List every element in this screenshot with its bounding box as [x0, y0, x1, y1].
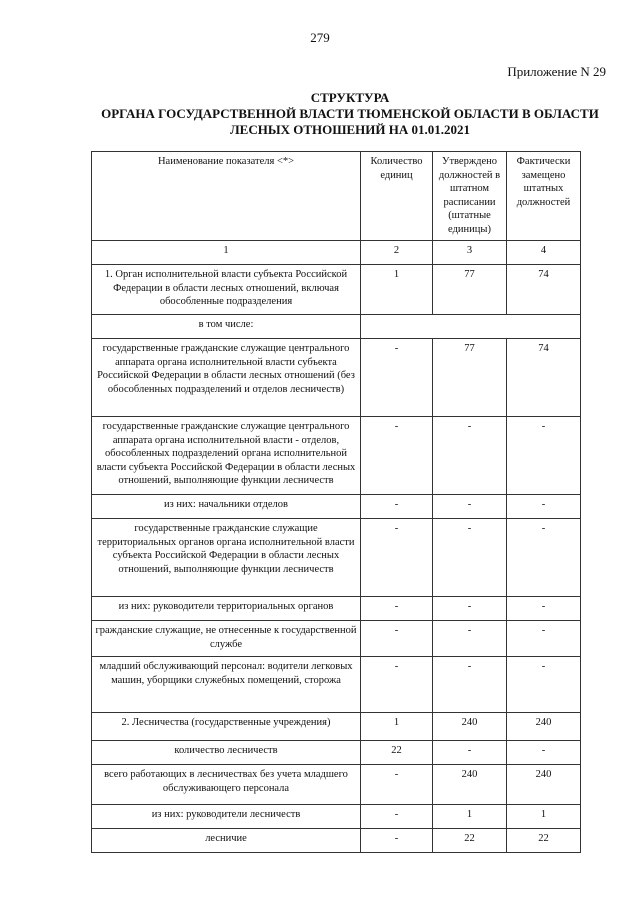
row-approved-positions: -: [433, 495, 507, 519]
table-row: [92, 265, 581, 315]
table-row: [92, 741, 581, 765]
row-approved-positions: 240: [433, 713, 507, 741]
row-indicator-name: в том числе:: [92, 315, 361, 339]
column-number: 1: [92, 241, 361, 265]
document-title: [60, 90, 640, 138]
row-filled-positions: 240: [507, 765, 581, 805]
page-number: 279: [310, 30, 330, 45]
row-indicator-name: из них: руководители территориальных органов: [92, 597, 361, 621]
row-approved-positions: 77: [433, 265, 507, 315]
row-filled-positions: -: [507, 741, 581, 765]
row-approved-positions: -: [433, 519, 507, 597]
title-line-1: СТРУКТУРА: [310, 90, 390, 105]
row-unit-count: 1: [361, 265, 433, 315]
row-indicator-name: государственные гражданские служащие территориальных органов органа исполнительной власти субъекта Российской Федерации в области лесных отношений, выполняющие функции лесничеств: [92, 519, 361, 597]
header-approved-positions: Утверждено должностей в штатном расписании (штатные единицы): [433, 152, 507, 241]
row-approved-positions: -: [433, 621, 507, 657]
row-filled-positions: -: [507, 417, 581, 495]
row-unit-count: -: [361, 621, 433, 657]
header-unit-count: Количество единиц: [361, 152, 433, 241]
title-line-3: ЛЕСНЫХ ОТНОШЕНИЙ НА 01.01.2021: [229, 122, 471, 137]
row-unit-count: -: [361, 657, 433, 713]
row-filled-positions: -: [507, 657, 581, 713]
structure-table: [91, 151, 581, 853]
row-filled-positions: -: [507, 597, 581, 621]
table-row: [92, 597, 581, 621]
table-row: [92, 829, 581, 853]
row-unit-count: -: [361, 339, 433, 417]
row-indicator-name: государственные гражданские служащие центрального аппарата органа исполнительной власти - отделов, обособленных подразделений органа исполнительной власти субъекта Российской Федерации в области лесных отношений, выполняющие функции лесничеств: [92, 417, 361, 495]
appendix-label: Приложение N 29: [507, 64, 606, 79]
table-row: [92, 805, 581, 829]
row-filled-positions: 74: [507, 265, 581, 315]
table-row: [92, 713, 581, 741]
row-unit-count: -: [361, 417, 433, 495]
row-unit-count: -: [361, 495, 433, 519]
row-unit-count: -: [361, 805, 433, 829]
row-unit-count: -: [361, 519, 433, 597]
row-approved-positions: 240: [433, 765, 507, 805]
row-indicator-name: 1. Орган исполнительной власти субъекта Российской Федерации в области лесных отношений, включая обособленные подразделения: [92, 265, 361, 315]
row-indicator-name: гражданские служащие, не отнесенные к государственной службе: [92, 621, 361, 657]
row-approved-positions: -: [433, 597, 507, 621]
row-unit-count: -: [361, 597, 433, 621]
row-indicator-name: всего работающих в лесничествах без учета младшего обслуживающего персонала: [92, 765, 361, 805]
row-indicator-name: государственные гражданские служащие центрального аппарата органа исполнительной власти субъекта Российской Федерации в области лесных отношений (без обособленных подразделений и отделов лесничеств): [92, 339, 361, 417]
table-header-row: [92, 152, 581, 241]
table-row: [92, 495, 581, 519]
row-approved-positions: 1: [433, 805, 507, 829]
table-row: [92, 621, 581, 657]
table-row: [92, 315, 581, 339]
header-indicator-name: Наименование показателя <*>: [92, 152, 361, 241]
row-approved-positions: 22: [433, 829, 507, 853]
row-empty-merged-cell: [361, 315, 581, 339]
row-unit-count: -: [361, 829, 433, 853]
table-row: [92, 417, 581, 495]
column-number: 3: [433, 241, 507, 265]
row-filled-positions: 22: [507, 829, 581, 853]
title-line-2: ОРГАНА ГОСУДАРСТВЕННОЙ ВЛАСТИ ТЮМЕНСКОЙ ОБЛАСТИ В ОБЛАСТИ: [101, 106, 599, 121]
row-approved-positions: 77: [433, 339, 507, 417]
row-indicator-name: лесничие: [92, 829, 361, 853]
row-indicator-name: из них: руководители лесничеств: [92, 805, 361, 829]
row-indicator-name: количество лесничеств: [92, 741, 361, 765]
table-row: [92, 519, 581, 597]
table-row: [92, 339, 581, 417]
table-row: [92, 657, 581, 713]
row-unit-count: 22: [361, 741, 433, 765]
row-unit-count: -: [361, 765, 433, 805]
row-filled-positions: -: [507, 495, 581, 519]
row-indicator-name: 2. Лесничества (государственные учреждения): [92, 713, 361, 741]
row-approved-positions: -: [433, 417, 507, 495]
row-filled-positions: -: [507, 519, 581, 597]
column-number-row: [92, 241, 581, 265]
column-number: 2: [361, 241, 433, 265]
row-filled-positions: 240: [507, 713, 581, 741]
row-unit-count: 1: [361, 713, 433, 741]
column-number: 4: [507, 241, 581, 265]
table-row: [92, 765, 581, 805]
row-indicator-name: младший обслуживающий персонал: водители легковых машин, уборщики служебных помещений, сторожа: [92, 657, 361, 713]
row-filled-positions: 74: [507, 339, 581, 417]
row-filled-positions: 1: [507, 805, 581, 829]
table-body: [92, 265, 581, 853]
row-approved-positions: -: [433, 657, 507, 713]
row-indicator-name: из них: начальники отделов: [92, 495, 361, 519]
row-approved-positions: -: [433, 741, 507, 765]
row-filled-positions: -: [507, 621, 581, 657]
header-filled-positions: Фактически замещено штатных должностей: [507, 152, 581, 241]
